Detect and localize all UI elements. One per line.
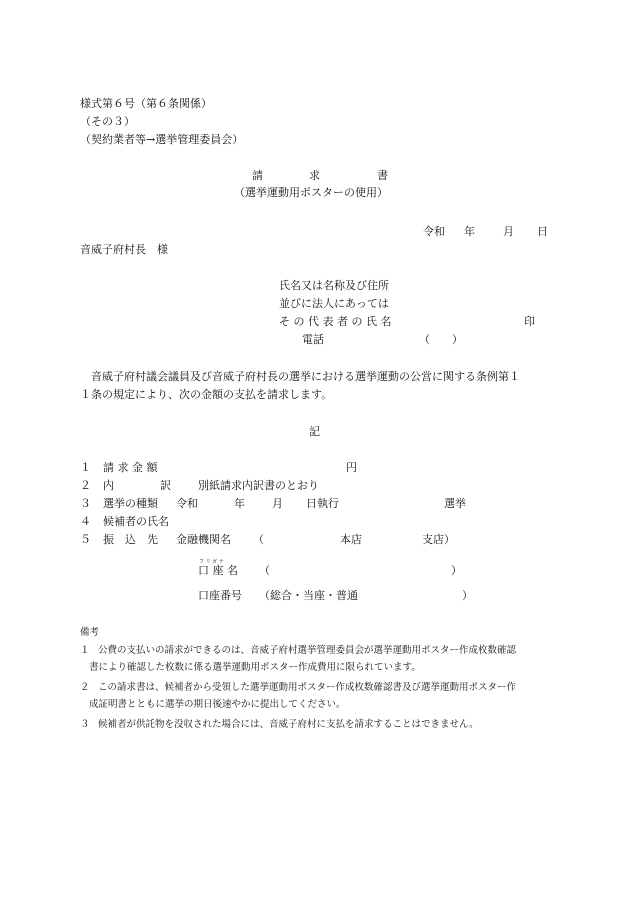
item-3-era: 令和 [176,497,198,510]
note-1-line-1: 公費の支払いの請求ができるのは、音威子府村選挙管理委員会が選挙運動用ポスター作成枚数確認 [98,645,517,656]
account-number-close: ） [462,589,473,602]
date-era: 令和 [423,225,445,238]
item-1-unit: 円 [346,461,357,474]
item-3-number: ３ [80,497,91,510]
account-number-label: 口座番号 [198,589,242,602]
item-4-label: 候補者の氏名 [103,515,169,528]
note-2-number: ２ [80,682,90,693]
note-3-line-1: 候補者が供託物を没収された場合には、音威子府村に支払を請求することはできません。 [98,719,479,730]
applicant-line-3: そ の 代 表 者 の 氏 名 [279,315,392,328]
item-5-number: ５ [80,533,91,546]
date-day: 日 [537,225,548,238]
item-3-suffix: 選挙 [444,497,466,510]
note-3-number: ３ [80,719,90,730]
note-2-line-1: この請求書は、候補者から受領した選挙運動用ポスター作成枚数確認書及び選挙運動用ポスター作 [98,682,517,693]
item-4-number: ４ [80,515,91,528]
item-3-label: 選挙の種類 [103,497,158,510]
item-2-label-b: 訳 [160,479,171,492]
addressee: 音威子府村長 様 [80,243,168,256]
item-2-value: 別紙請求内訳書のとおり [198,479,319,492]
form-route: （契約業者等→選挙管理委員会） [80,133,244,146]
account-name-furigana: フ リ ガ ナ [199,559,224,565]
item-2-label-a: 内 [103,479,114,492]
note-2-line-2: 成証明書とともに選挙の期日後速やかに提出してください。 [89,699,346,710]
phone-parens: （ ） [419,333,463,346]
notes-heading: 備考 [80,627,100,638]
subtitle: （選挙運動用ポスターの使用） [234,186,388,199]
account-name-label: 口 座 名 [198,564,238,577]
item-5-label: 振 込 先 [103,533,158,546]
date-year: 年 [464,225,475,238]
item-3-year: 年 [234,497,245,510]
account-name-close: ） [451,564,462,577]
note-1-line-2: 書により確認した枚数に係る選挙運動用ポスター作成費用に限られています。 [89,662,421,673]
item-1-label: 請 求 金 額 [103,461,158,474]
item-3-month: 月 [272,497,283,510]
body-text-line-1: 音威子府村議会議員及び音威子府村長の選挙における選挙運動の公営に関する条例第１ [91,370,520,383]
phone-label: 電話 [302,333,324,346]
title-char-1: 請 [252,169,263,182]
title-char-3: 書 [377,169,388,182]
form-part: （その３） [80,115,135,128]
form-number: 様式第６号（第６条関係） [80,97,212,110]
ki-heading: 記 [309,425,320,438]
note-1-number: １ [80,645,90,656]
item-3-day: 日執行 [306,497,339,510]
branch-main: 本店 [340,533,362,546]
applicant-line-2: 並びに法人にあっては [279,297,389,310]
account-name-open: （ [259,564,270,577]
bank-open-paren: （ [253,533,264,546]
item-1-number: １ [80,461,91,474]
body-text-line-2: １条の規定により、次の金額の支払を請求します。 [80,388,333,401]
title-char-2: 求 [309,169,320,182]
branch-sub: 支店） [422,533,455,546]
bank-name-label: 金融機関名 [176,533,231,546]
date-month: 月 [503,225,514,238]
account-type: （総合・当座・普通 [259,589,358,602]
item-2-number: ２ [80,479,91,492]
applicant-line-1: 氏名又は名称及び住所 [279,279,389,292]
seal-mark: 印 [524,315,535,328]
